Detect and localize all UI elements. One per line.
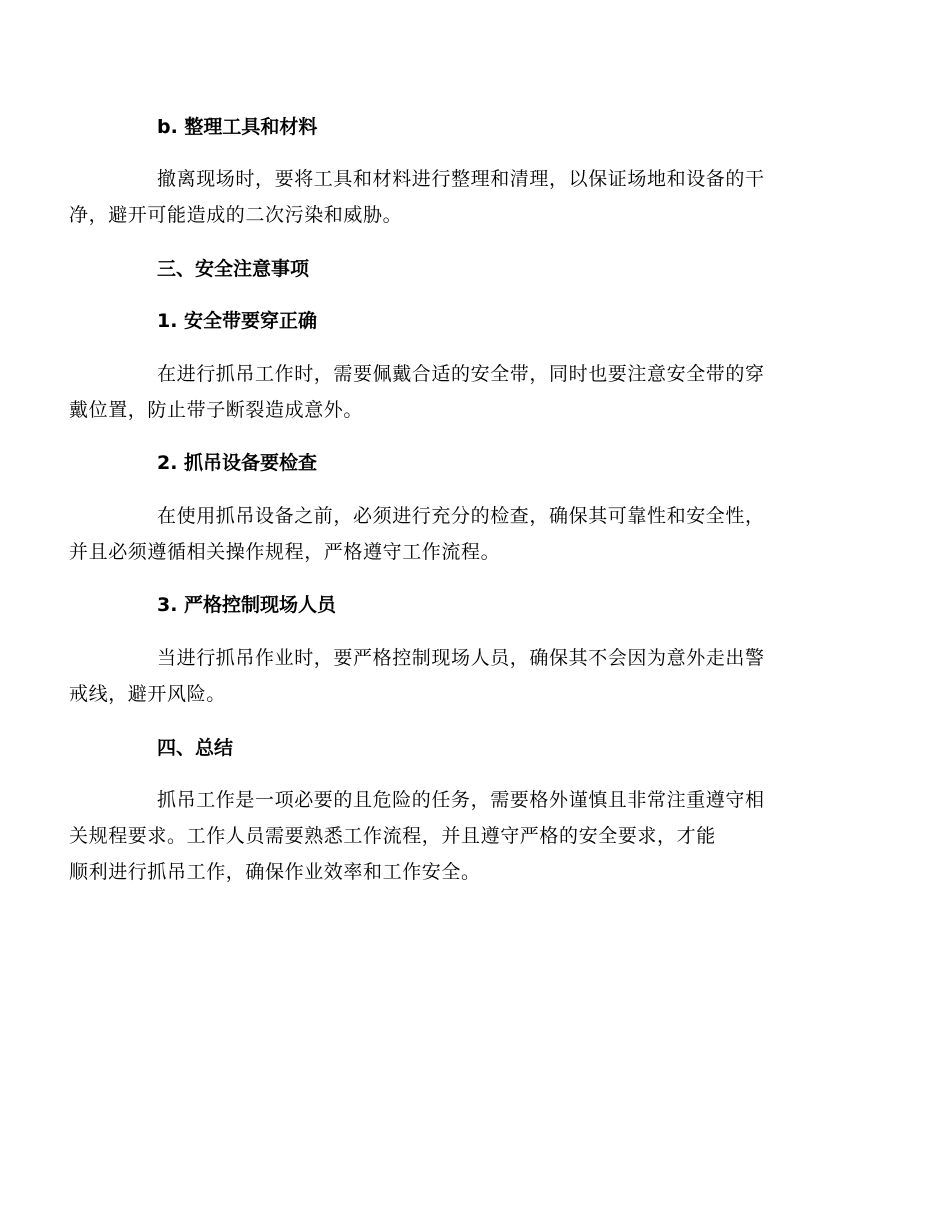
heading-personnel-control: 3. 严格控制现场人员 bbox=[157, 594, 337, 616]
paragraph-line: 关规程要求。工作人员需要熟悉工作流程，并且遵守严格的安全要求，才能 bbox=[69, 825, 716, 847]
paragraph-line: 抓吊工作是一项必要的且危险的任务，需要格外谨慎且非常注重遵守相 bbox=[157, 789, 765, 811]
paragraph-personnel-control bbox=[69, 640, 831, 712]
paragraph-line: 顺利进行抓吊工作，确保作业效率和工作安全。 bbox=[69, 861, 481, 883]
paragraph-line: 在使用抓吊设备之前，必须进行充分的检查，确保其可靠性和安全性， bbox=[157, 505, 765, 527]
paragraph-safety-belt bbox=[69, 356, 831, 428]
paragraph-line: 并且必须遵循相关操作规程，严格遵守工作流程。 bbox=[69, 541, 501, 563]
heading-safety-belt: 1. 安全带要穿正确 bbox=[157, 310, 318, 332]
paragraph-line: 戒线，避开风险。 bbox=[69, 683, 226, 705]
paragraph-line: 净，避开可能造成的二次污染和威胁。 bbox=[69, 204, 403, 226]
heading-equipment-check: 2. 抓吊设备要检查 bbox=[157, 452, 318, 474]
paragraph-line: 在进行抓吊工作时，需要佩戴合适的安全带，同时也要注意安全带的穿 bbox=[157, 363, 765, 385]
paragraph-line: 撤离现场时，要将工具和材料进行整理和清理，以保证场地和设备的干 bbox=[157, 168, 765, 190]
paragraph-line: 戴位置，防止带子断裂造成意外。 bbox=[69, 399, 364, 421]
heading-organize-tools: b. 整理工具和材料 bbox=[157, 116, 318, 138]
paragraph-organize-tools bbox=[69, 161, 831, 233]
heading-summary: 四、总结 bbox=[157, 737, 234, 759]
paragraph-line: 当进行抓吊作业时，要严格控制现场人员，确保其不会因为意外走出警 bbox=[157, 647, 765, 669]
paragraph-summary bbox=[69, 782, 831, 890]
heading-safety-notes: 三、安全注意事项 bbox=[157, 258, 310, 280]
paragraph-equipment-check bbox=[69, 498, 831, 570]
